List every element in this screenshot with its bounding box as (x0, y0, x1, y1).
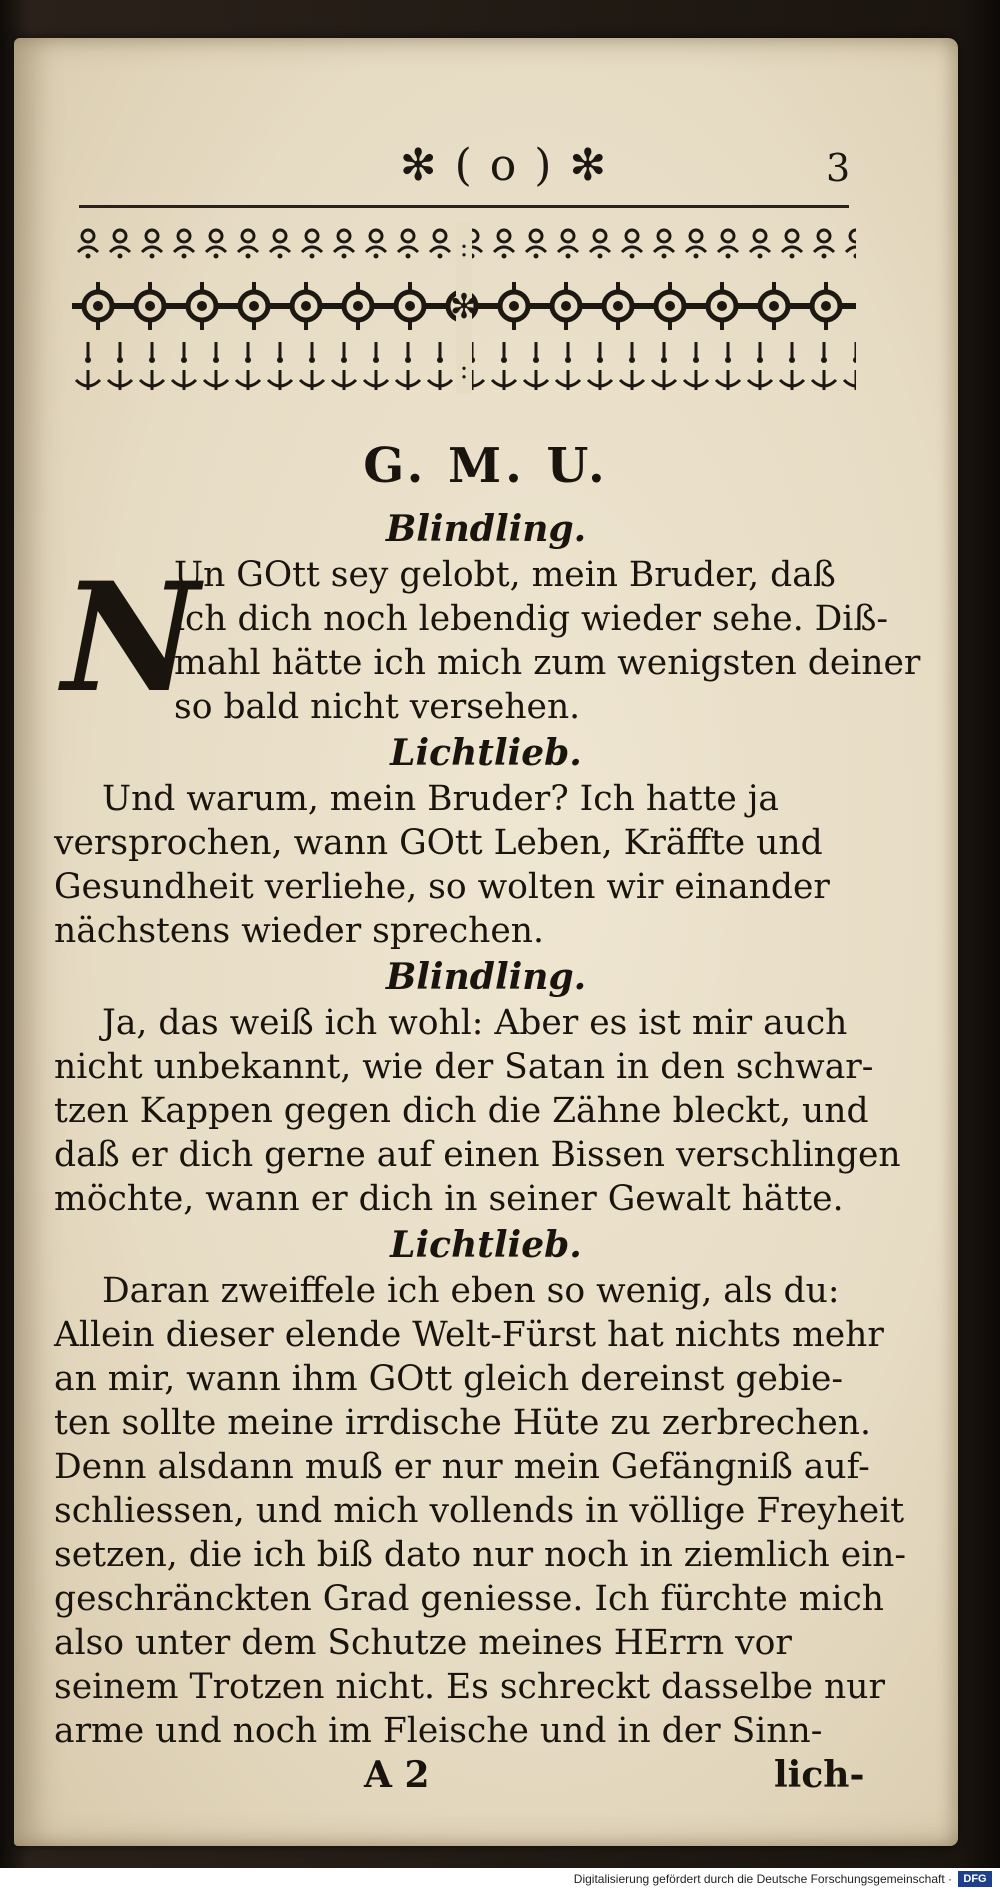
text-line: geschränckten Grad geniesse. Ich fürchte mich (54, 1579, 885, 1619)
page-number: 3 (826, 146, 851, 190)
svg-text:✻: ✻ (449, 287, 479, 327)
text-line: mahl hätte ich mich zum wenigsten deiner (174, 643, 921, 683)
text-line: schliessen, und mich vollends in völlige Freyheit (54, 1491, 905, 1531)
catchword: lich- (774, 1754, 865, 1796)
dfg-logo: DFG (958, 1871, 992, 1887)
text-line: tzen Kappen gegen dich die Zähne bleckt, und (54, 1091, 869, 1131)
header-title: ✻ ( o ) ✻ (399, 140, 609, 191)
text-line: seinem Trotzen nicht. Es schreckt dasselbe nur (54, 1667, 885, 1707)
svg-text::: : (459, 233, 469, 263)
header-rule (79, 205, 849, 208)
section-title: G. M. U. (363, 438, 609, 494)
text-line: arme und noch im Fleische und in der Sinn- (54, 1711, 823, 1751)
text-line: ich dich noch lebendig wieder sehe. Diß- (174, 599, 889, 639)
text-line: ten sollte meine irrdische Hüte zu zerbrechen. (54, 1403, 871, 1443)
text-line: daß er dich gerne auf einen Bissen verschlingen (54, 1135, 901, 1175)
text-line: an mir, wann ihm GOtt gleich dereinst gebie- (54, 1359, 844, 1399)
text-line: möchte, wann er dich in seiner Gewalt hätte. (54, 1179, 844, 1219)
text-line: Allein dieser elende Welt-Fürst hat nichts mehr (54, 1315, 884, 1355)
text-line: Und warum, mein Bruder? Ich hatte ja (102, 779, 779, 819)
footer-credit: Digitalisierung gefördert durch die Deutsche Forschungsgemeinschaft · (573, 1872, 952, 1886)
footer-bar (0, 1868, 1000, 1892)
text-line: versprochen, wann GOtt Leben, Kräffte und (54, 823, 823, 863)
running-header (74, 138, 854, 202)
text-line: setzen, die ich biß dato nur noch in ziemlich ein- (54, 1535, 907, 1575)
signature-mark: A 2 (364, 1754, 430, 1796)
speaker-label: Lichtlieb. (390, 732, 582, 774)
text-line: Denn alsdann muß er nur mein Gefängniß auf- (54, 1447, 870, 1487)
text-line: nicht unbekannt, wie der Satan in den schwar- (54, 1047, 874, 1087)
text-line: Daran zweiffele ich eben so wenig, als du: (102, 1271, 840, 1311)
speaker-label: Lichtlieb. (390, 1224, 582, 1266)
ornament-band-icon (72, 222, 856, 394)
text-line: Gesundheit verliehe, so wolten wir einander (54, 867, 830, 907)
text-line: nächstens wieder sprechen. (54, 911, 544, 951)
text-line: Ja, das weiß ich wohl: Aber es ist mir auch (102, 1003, 848, 1043)
svg-text::: : (459, 355, 469, 385)
text-line: also unter dem Schutze meines HErrn vor (54, 1623, 792, 1663)
text-line: Un GOtt sey gelobt, mein Bruder, daß (174, 555, 836, 595)
book-page (14, 38, 958, 1846)
speaker-label: Blindling. (385, 956, 587, 998)
speaker-label: Blindling. (385, 508, 587, 550)
drop-cap: N (62, 550, 200, 726)
text-line: so bald nicht versehen. (174, 687, 581, 727)
